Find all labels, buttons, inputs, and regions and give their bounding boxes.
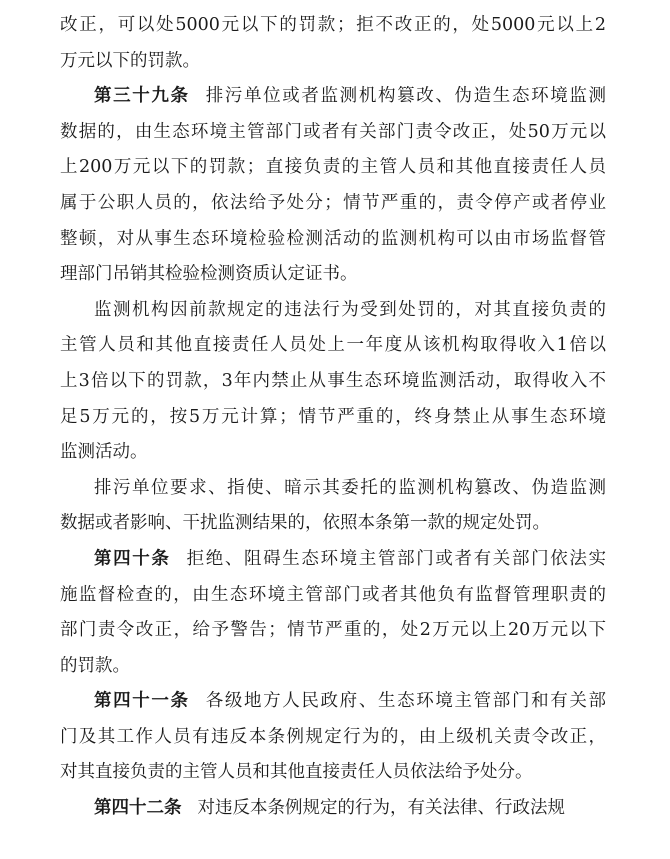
text-line: 门及其工作人员有违反本条例规定行为的，由上级机关责令改正， xyxy=(60,726,606,747)
text-line: 监测机构因前款规定的违法行为受到处罚的，对其直接负责的 xyxy=(94,299,606,320)
text-line: 的罚款。 xyxy=(60,655,130,676)
text-line: 足5万元的，按5万元计算；情节严重的，终身禁止从事生态环境 xyxy=(60,406,606,427)
article-41 xyxy=(60,684,606,791)
article-40 xyxy=(60,542,606,684)
article-title: 第四十一条 xyxy=(94,691,190,712)
text-line: 万元以下的罚款。 xyxy=(60,50,200,71)
text-line: 排污单位要求、指使、暗示其委托的监测机构篡改、伪造监测 xyxy=(94,477,606,498)
text-line xyxy=(60,79,606,115)
text-line xyxy=(60,791,606,827)
text-line: 监测活动。 xyxy=(60,442,148,463)
text-run: 拒绝、阻碍生态环境主管部门或者有关部门依法实 xyxy=(186,548,606,569)
paragraph xyxy=(60,471,606,542)
text-line: 整顿，对从事生态环境检验检测活动的监测机构可以由市场监督管 xyxy=(60,228,606,249)
text-run: 对违反本条例规定的行为，有关法律、行政法规 xyxy=(197,798,565,819)
text-line: 上3倍以下的罚款，3年内禁止从事生态环境监测活动，取得收入不 xyxy=(60,370,606,391)
text-run: 排污单位或者监测机构篡改、伪造生态环境监测 xyxy=(205,86,606,107)
article-title: 第四十二条 xyxy=(94,798,182,819)
text-line: 主管人员和其他直接责任人员处上一年度从该机构取得收入1倍以 xyxy=(60,335,606,356)
text-line: 改正，可以处5000元以下的罚款；拒不改正的，处5000元以上2 xyxy=(60,15,606,35)
text-line: 对其直接负责的主管人员和其他直接责任人员依法给予处分。 xyxy=(60,762,533,783)
text-line: 部门责令改正，给予警告；情节严重的，处2万元以上20万元以下 xyxy=(60,620,606,641)
text-run: 各级地方人民政府、生态环境主管部门和有关部 xyxy=(205,691,606,712)
regulation-document xyxy=(60,8,606,827)
paragraph xyxy=(60,8,606,79)
article-42 xyxy=(60,791,606,827)
text-line: 数据的，由生态环境主管部门或者有关部门责令改正，处50万元以 xyxy=(60,121,606,142)
text-line xyxy=(60,542,606,578)
text-line: 理部门吊销其检验检测资质认定证书。 xyxy=(60,264,358,285)
paragraph xyxy=(60,293,606,471)
text-line: 上200万元以下的罚款；直接负责的主管人员和其他直接责任人员 xyxy=(60,157,606,178)
article-title: 第四十条 xyxy=(94,548,171,569)
text-line: 属于公职人员的，依法给予处分；情节严重的，责令停产或者停业 xyxy=(60,192,606,213)
article-title: 第三十九条 xyxy=(94,86,190,107)
text-line: 施监督检查的，由生态环境主管部门或者其他负有监督管理职责的 xyxy=(60,584,606,605)
article-39 xyxy=(60,79,606,293)
text-line xyxy=(60,684,606,720)
text-line: 数据或者影响、干扰监测结果的，依照本条第一款的规定处罚。 xyxy=(60,513,550,534)
